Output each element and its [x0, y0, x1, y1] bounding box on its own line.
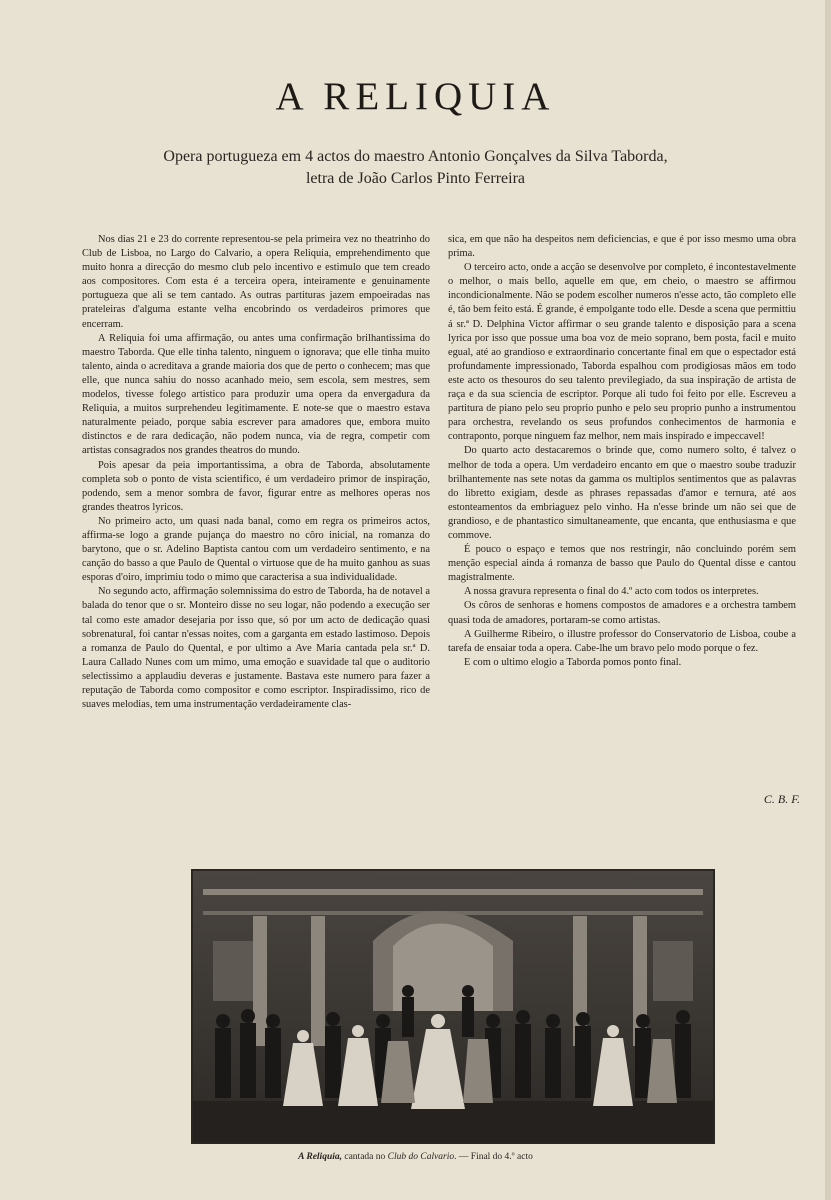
photo-caption [0, 1152, 831, 1162]
paragraph: E com o ultimo elogio a Taborda pomos ponto final. [464, 656, 682, 668]
paragraph: É pouco o espaço e temos que nos restringir, não concluindo porém sem menção especial ainda á romanza de basso que Paulo do Quental disse e cantou magistralmente. [448, 544, 796, 584]
subtitle-line-2: letra de João Carlos Pinto Ferreira [305, 170, 526, 187]
article-title: A RELIQUIA [275, 75, 556, 118]
paragraph: No segundo acto, affirmação solemnissima do estro de Taborda, ha de notavel a balada do tenor que o sr. Monteiro disse no seu logar, não podendo a execução ser tal como este amador desejaria por isso que, só por um acto de dedicação quasi sobrenatural, foi cantar n'essas noites, com a garganta em estado lastimoso. Depois a romanza de Paulo do Quental, e por ultimo a Ave Maria cantada pela sr.ª D. Laura Callado Nunes com um mimo, uma emoção e suavidade tal que o auditorio selectissimo a applaudiu deveras e justamente. Bastava este numero para fazer a reputação de Taborda como compositor e como escriptor. Inspiradissimo, rico de suaves melodias, tem uma instrumentação verdadeiramente clas- [82, 586, 430, 711]
paragraph: Nos dias 21 e 23 do corrente representou-se pela primeira vez no theatrinho do Club de Lisboa, no Largo do Calvario, a opera Reliquia, emprehendimento que muito honra a direcção do mesmo club pelo incentivo e estimulo que tem creado aos compositores. Com esta é a terceira opera, inteiramente e genuinamente portugueza que ali se tem cantado. As outras partituras jazem empoeiradas nas prateleiras d'alguma estante velha encobrindo os verdadeiros primores que encerram. [82, 234, 430, 330]
paragraph: O terceiro acto, onde a acção se desenvolve por completo, é incontestavelmente o melhor, o mais bello, aquelle em que, em cheio, o maestro se affirmou incondicionalmente. Não se podem escolher numeros n'esse acto, tão completo elle é, tão bem feito está. É grande, é empolgante todo elle. Desde a scena que permittiu á sr.ª D. Delphina Victor affirmar o seu grande talento e disposição para a scena lyrica por isso que possue uma boa voz de meio soprano, bem posta, facil e muito egual, até ao grandioso e extraordinario concertante final em que o espectador está profundamente impressionado, Taborda espalhou com prodigiosas mãos em todo este acto os thesouros do seu talento previlegiado, da sua inspiração de artista de raça e da sua sciencia de escriptor. Porque ali tudo foi feito por elle. Escreveu a partitura de piano pelo seu proprio punho e pelo seu proprio punho a instrumentou para orchestra, revelando os seus profundos conhecimentos de harmonia e contraponto, porque ninguem faz melhor, nem mais inspirado e impeccavel! [448, 262, 796, 443]
photo-illustration [193, 871, 713, 1142]
stage-photograph [191, 869, 715, 1144]
article-column-left [82, 233, 430, 712]
subtitle-line-1: Opera portugueza em 4 actos do maestro Antonio Gonçalves da Silva Taborda, [163, 148, 668, 165]
paragraph: A Guilherme Ribeiro, o illustre professor do Conservatorio de Lisboa, coube a tarefa de ensaiar toda a opera. Cabe-lhe um bravo pelo modo porque o fez. [448, 628, 796, 654]
caption-end: . — Final do 4.º acto [454, 1152, 533, 1162]
paragraph: No primeiro acto, um quasi nada banal, como em regra os primeiros actos, affirma-se logo a grande pujança do maestro no côro inicial, na romanza do barytono, que o sr. Adelino Baptista cantou com um verdadeiro sentimento, e na canção do basso a que Paulo de Quental o virtuose que de ha muito ganhou as suas esporas d'oiro, imprimiu todo o mimo que caracterisa a sua individualidade. [82, 515, 430, 584]
caption-title: A Reliquia, [298, 1152, 342, 1162]
paragraph: Pois apesar da peia importantissima, a obra de Taborda, absolutamente completa sob o ponto de vista scientifico, é um verdadeiro primor de inspiração, podendo, sem a menor sombra de favor, figurar entre as melhores operas nos grandes theatros lyricos. [82, 459, 430, 513]
author-signature: C. B. F. [763, 792, 800, 806]
caption-club: Club do Calvario [387, 1152, 455, 1162]
paragraph: sica, em que não ha despeitos nem deficiencias, e que é por isso mesmo uma obra prima. [448, 234, 796, 260]
paragraph: Os côros de senhoras e homens compostos de amadores e a orchestra tambem quasi toda de amadores, portaram-se como artistas. [448, 600, 796, 626]
paragraph: A Reliquia foi uma affirmação, ou antes uma confirmação brilhantissima do maestro Taborda. Que elle tinha talento, ninguem o ignorava; que elle tinha muito talento, ainda o acreditava a grande maioria dos que de perto o conhecem; mas que elle, que nunca sahiu do nosso acanhado meio, sem escola, sem mestres, sem modelos, tivesse folego artistico para produzir uma opera da envergadura da Reliquia, a muitos surprehendeu legitimamente. E note-se que o maestro estava naturalmente peiado, porque sabia escrever para amadores que, embora muito distinctos e de rara dedicação, não podem nunca, via de regra, competir com artistas consagrados nos grandes theatros do mundo. [82, 332, 430, 457]
article-subtitle [0, 146, 831, 190]
caption-text: cantada no [342, 1152, 388, 1162]
paragraph: Do quarto acto destacaremos o brinde que, como numero solto, é talvez o melhor de toda a opera. Um verdadeiro encanto em que o maestro soube traduzir brilhantemente nas sete notas da gamma os multiplos sentimentos que as palavras do libretto exigiam, desde as phrases repassadas d'amor e ternura, até aos estonteamentos da embriaguez pelo vinho. Ha n'esse brinde um não sei que de grandioso, e de phantastico simultaneamente, que encanta, que enthusiasma e que commove. [448, 445, 796, 541]
paragraph: A nossa gravura representa o final do 4.º acto com todos os interpretes. [464, 586, 759, 598]
article-column-right [448, 233, 796, 670]
